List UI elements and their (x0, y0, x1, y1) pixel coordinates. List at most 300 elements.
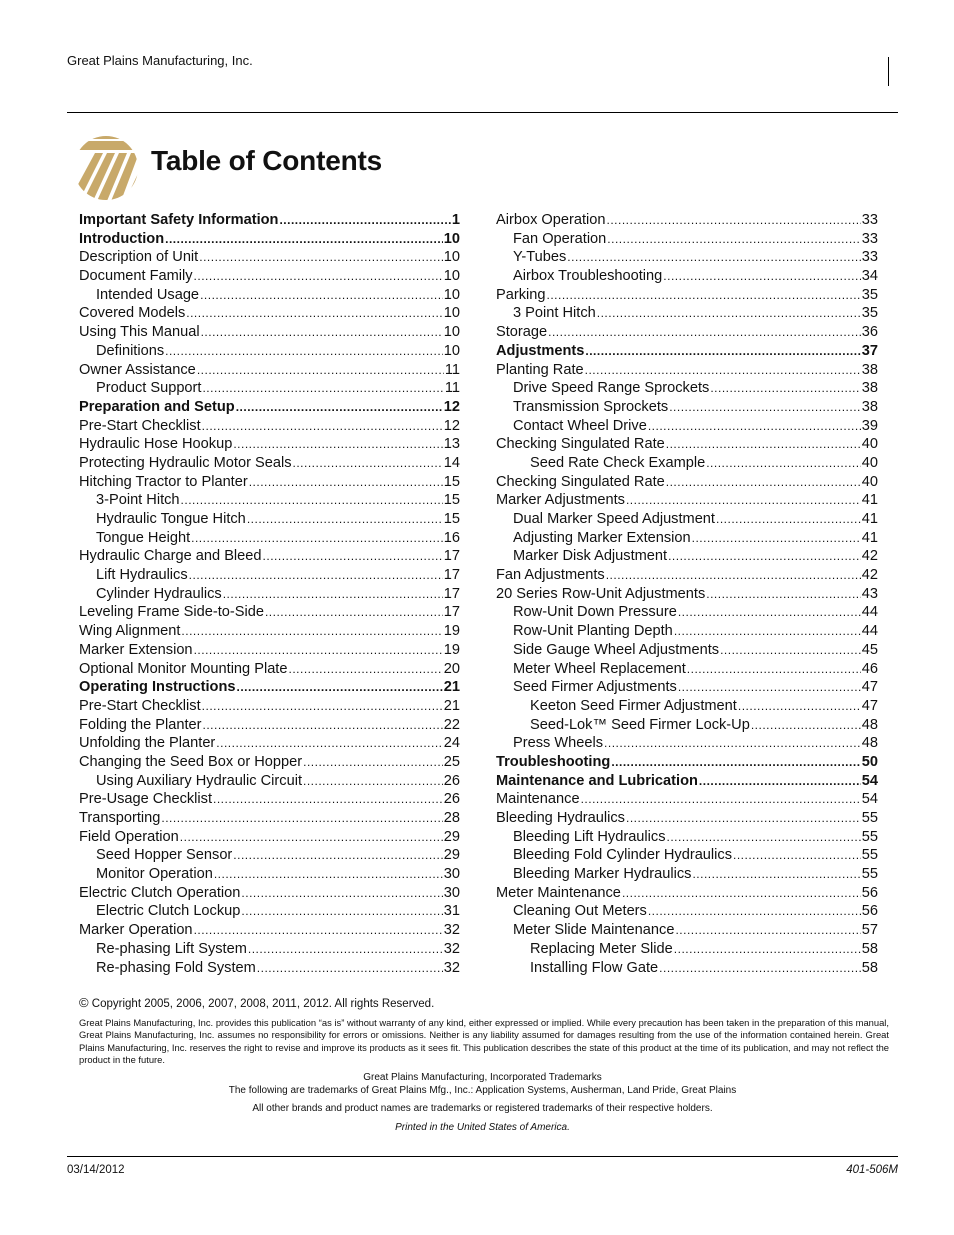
toc-dot-leader (237, 680, 443, 694)
toc-entry[interactable] (496, 324, 878, 343)
toc-dot-leader (165, 232, 443, 246)
toc-dot-leader (236, 400, 443, 414)
toc-entry[interactable] (79, 717, 460, 736)
toc-entry-page: 14 (443, 454, 460, 471)
toc-dot-leader (241, 886, 442, 900)
toc-entry[interactable] (496, 268, 878, 287)
toc-entry-title: Preparation and Setup (79, 398, 235, 415)
toc-dot-leader (606, 568, 861, 582)
toc-entry[interactable] (496, 866, 878, 885)
toc-entry-page: 28 (443, 810, 460, 826)
toc-entry-page: 40 (861, 436, 878, 453)
toc-entry-title: Marker Adjustments (496, 492, 625, 509)
toc-entry-page: 58 (861, 940, 878, 957)
toc-dot-leader (265, 605, 443, 619)
toc-entry[interactable] (496, 604, 878, 623)
toc-dot-leader (666, 475, 861, 489)
toc-entry-page: 10 (443, 268, 460, 285)
toc-entry[interactable] (79, 754, 460, 773)
toc-dot-leader (692, 531, 861, 545)
toc-dot-leader (223, 587, 443, 601)
toc-entry[interactable] (79, 829, 460, 848)
toc-entry-title: Field Operation (79, 828, 179, 845)
toc-entry-page: 10 (443, 342, 460, 359)
toc-entry[interactable] (79, 735, 460, 754)
toc-entry-page: 11 (444, 380, 460, 397)
other-trademarks: All other brands and product names are trademarks or registered trademarks of their respective holders. (252, 1103, 713, 1114)
footer-rule (67, 1156, 898, 1157)
toc-entry-title: Checking Singulated Rate (496, 436, 665, 453)
toc-entry-title: Wing Alignment (79, 623, 181, 640)
toc-entry-page: 54 (861, 791, 878, 808)
toc-entry[interactable] (79, 885, 460, 904)
toc-entry[interactable] (496, 586, 878, 605)
toc-entry-title: Covered Models (79, 305, 186, 322)
toc-entry-page: 38 (861, 361, 878, 378)
toc-entry-page: 43 (861, 585, 878, 602)
copyright-line (79, 995, 434, 1010)
toc-dot-leader (678, 605, 861, 619)
toc-dot-leader (248, 942, 443, 956)
toc-entry-title: Drive Speed Range Sprockets (513, 380, 710, 397)
toc-entry-title: Seed-Lok™ Seed Firmer Lock-Up (530, 716, 750, 733)
toc-entry-page: 45 (861, 641, 878, 658)
toc-entry[interactable] (496, 305, 878, 324)
toc-entry-page: 20 (443, 660, 460, 677)
toc-entry-page: 17 (443, 548, 460, 565)
toc-entry-title: Fan Operation (513, 230, 607, 247)
toc-entry-page: 40 (861, 454, 878, 471)
toc-dot-leader (241, 904, 442, 918)
toc-dot-leader (161, 811, 442, 825)
toc-entry[interactable] (79, 866, 460, 885)
toc-dot-leader (180, 830, 443, 844)
toc-entry-title: Press Wheels (513, 735, 604, 752)
toc-entry-page: 46 (861, 660, 878, 677)
toc-entry-title: Hydraulic Hose Hookup (79, 436, 233, 453)
toc-entry[interactable] (79, 249, 460, 268)
toc-entry[interactable] (79, 661, 460, 680)
toc-entry[interactable] (79, 604, 460, 623)
toc-entry[interactable] (496, 754, 878, 773)
toc-entry-title: Maintenance (496, 791, 580, 808)
toc-dot-leader (165, 344, 443, 358)
toc-entry-page: 22 (443, 716, 460, 733)
toc-dot-leader (607, 232, 860, 246)
toc-entry[interactable] (496, 212, 878, 231)
toc-dot-leader (675, 923, 860, 937)
toc-entry[interactable] (496, 362, 878, 381)
toc-dot-leader (279, 213, 450, 227)
toc-dot-leader (200, 288, 443, 302)
toc-entry-title: Intended Usage (96, 286, 200, 303)
footer-date: 03/14/2012 (67, 1164, 125, 1176)
toc-entry[interactable] (496, 885, 878, 904)
toc-dot-leader (751, 718, 861, 732)
toc-entry-page: 33 (861, 249, 878, 266)
toc-entry-title: Document Family (79, 268, 193, 285)
toc-dot-leader (233, 437, 442, 451)
toc-entry-title: Transmission Sprockets (513, 398, 669, 415)
toc-entry-page: 35 (861, 305, 878, 322)
toc-entry[interactable] (496, 530, 878, 549)
toc-entry-page: 55 (861, 828, 878, 845)
toc-dot-leader (663, 269, 860, 283)
toc-dot-leader (738, 699, 861, 713)
toc-dot-leader (626, 493, 861, 507)
toc-right-column (496, 212, 878, 978)
toc-entry-title: Bleeding Hydraulics (496, 810, 625, 826)
toc-entry-page: 21 (443, 679, 460, 696)
toc-entry-page: 48 (861, 716, 878, 733)
copyright-text: Copyright 2005, 2006, 2007, 2008, 2011, 2012. All rights Reserved. (91, 998, 435, 1010)
toc-dot-leader (194, 269, 443, 283)
toc-dot-leader (622, 886, 861, 900)
toc-dot-leader (611, 755, 860, 769)
toc-dot-leader (191, 531, 443, 545)
toc-entry-title: Owner Assistance (79, 361, 196, 378)
toc-entry[interactable] (79, 548, 460, 567)
trademarks-list: The following are trademarks of Great Plains Mfg., Inc.: Application Systems, Ausherman, Land Pride, Great Plains (228, 1085, 737, 1096)
toc-entry-title: Monitor Operation (96, 866, 213, 883)
toc-entry-title: Planting Rate (496, 361, 584, 378)
toc-dot-leader (247, 512, 443, 526)
toc-entry-title: Pre-Start Checklist (79, 697, 201, 714)
toc-entry-page: 47 (861, 679, 878, 696)
toc-entry[interactable] (496, 418, 878, 437)
toc-entry[interactable] (79, 773, 460, 792)
toc-entry-title: 3 Point Hitch (513, 305, 596, 322)
toc-entry-title: Using Auxiliary Hydraulic Circuit (96, 772, 302, 789)
toc-entry[interactable] (496, 548, 878, 567)
toc-dot-leader (666, 437, 861, 451)
toc-entry-title: Meter Slide Maintenance (513, 922, 675, 939)
header-rule (67, 112, 898, 113)
toc-entry-page: 54 (861, 772, 878, 789)
toc-entry-page: 17 (443, 567, 460, 584)
toc-entry[interactable] (496, 399, 878, 418)
toc-entry[interactable] (79, 436, 460, 455)
toc-entry[interactable] (496, 717, 878, 736)
toc-dot-leader (581, 792, 861, 806)
toc-entry-title: Y-Tubes (513, 249, 567, 266)
toc-entry-title: Meter Maintenance (496, 884, 621, 901)
toc-entry[interactable] (496, 567, 878, 586)
printed-in: Printed in the United States of America. (395, 1122, 570, 1133)
toc-dot-leader (263, 549, 443, 563)
toc-entry-page: 16 (443, 529, 460, 546)
toc-entry[interactable] (79, 305, 460, 324)
toc-dot-leader (668, 549, 861, 563)
toc-entry[interactable] (496, 231, 878, 250)
toc-entry[interactable] (496, 380, 878, 399)
toc-entry-title: Pre-Start Checklist (79, 417, 201, 434)
toc-entry[interactable] (79, 399, 460, 418)
toc-entry[interactable] (79, 268, 460, 287)
toc-entry[interactable] (496, 903, 878, 922)
toc-entry[interactable] (496, 661, 878, 680)
toc-entry[interactable] (496, 941, 878, 960)
toc-dot-leader (546, 288, 860, 302)
toc-entry-title: Changing the Seed Box or Hopper (79, 753, 303, 770)
toc-entry-page: 15 (443, 492, 460, 509)
toc-entry-title: Airbox Operation (496, 212, 606, 228)
toc-entry-page: 33 (861, 230, 878, 247)
toc-dot-leader (214, 867, 443, 881)
toc-entry-title: Maintenance and Lubrication (496, 772, 698, 789)
toc-entry[interactable] (496, 810, 878, 829)
toc-entry-title: Bleeding Lift Hydraulics (513, 828, 666, 845)
toc-dot-leader (667, 830, 861, 844)
toc-entry-page: 26 (443, 791, 460, 808)
toc-dot-leader (648, 419, 861, 433)
toc-entry-title: Troubleshooting (496, 753, 611, 770)
toc-entry[interactable] (79, 810, 460, 829)
toc-entry-title: Folding the Planter (79, 716, 202, 733)
toc-entry-title: Bleeding Marker Hydraulics (513, 866, 692, 883)
toc-entry-title: Fan Adjustments (496, 567, 605, 584)
toc-entry[interactable] (496, 847, 878, 866)
toc-entry-page: 29 (443, 828, 460, 845)
toc-entry-title: Marker Disk Adjustment (513, 548, 668, 565)
toc-entry[interactable] (496, 922, 878, 941)
toc-entry-page: 10 (443, 305, 460, 322)
toc-dot-leader (733, 848, 861, 862)
toc-dot-leader (648, 904, 861, 918)
toc-entry-title: Using This Manual (79, 324, 200, 341)
toc-left-column (79, 212, 460, 978)
toc-entry-title: Cleaning Out Meters (513, 903, 647, 920)
toc-dot-leader (604, 736, 861, 750)
toc-entry-page: 38 (861, 380, 878, 397)
toc-dot-leader (692, 867, 860, 881)
toc-entry[interactable] (79, 324, 460, 343)
document-number: 401-506M (846, 1164, 898, 1176)
toc-entry[interactable] (79, 679, 460, 698)
toc-dot-leader (303, 755, 443, 769)
toc-dot-leader (202, 381, 443, 395)
toc-entry-title: Seed Firmer Adjustments (513, 679, 677, 696)
toc-entry-page: 35 (861, 286, 878, 303)
toc-dot-leader (199, 250, 443, 264)
toc-entry-page: 19 (443, 641, 460, 658)
toc-entry-page: 42 (861, 567, 878, 584)
toc-entry[interactable] (79, 791, 460, 810)
toc-entry-title: Seed Rate Check Example (530, 454, 706, 471)
toc-entry[interactable] (79, 212, 460, 231)
toc-entry-page: 44 (861, 604, 878, 621)
toc-entry[interactable] (79, 623, 460, 642)
toc-entry[interactable] (79, 960, 460, 979)
toc-entry-title: Installing Flow Gate (530, 959, 659, 976)
toc-entry[interactable] (79, 698, 460, 717)
toc-entry[interactable] (79, 418, 460, 437)
header-vertical-bar (888, 57, 889, 86)
toc-entry[interactable] (79, 903, 460, 922)
toc-dot-leader (706, 456, 861, 470)
toc-entry-title: Unfolding the Planter (79, 735, 216, 752)
toc-entry[interactable] (79, 567, 460, 586)
toc-entry-page: 25 (443, 753, 460, 770)
trademarks-heading: Great Plains Manufacturing, Incorporated Trademarks (363, 1072, 602, 1083)
toc-dot-leader (202, 699, 443, 713)
toc-entry-page: 1 (451, 212, 460, 228)
toc-dot-leader (249, 475, 443, 489)
toc-entry[interactable] (79, 847, 460, 866)
toc-entry[interactable] (79, 492, 460, 511)
toc-entry-title: Marker Extension (79, 641, 193, 658)
toc-entry-title: Seed Hopper Sensor (96, 847, 233, 864)
toc-dot-leader (699, 774, 861, 788)
toc-dot-leader (716, 512, 861, 526)
toc-entry[interactable] (79, 511, 460, 530)
toc-entry-page: 57 (861, 922, 878, 939)
toc-entry[interactable] (496, 511, 878, 530)
toc-entry[interactable] (496, 492, 878, 511)
toc-entry[interactable] (79, 474, 460, 493)
toc-entry-title: Leveling Frame Side-to-Side (79, 604, 264, 621)
toc-entry-page: 32 (443, 940, 460, 957)
toc-dot-leader (720, 643, 861, 657)
toc-entry-title: Introduction (79, 230, 165, 247)
toc-entry-page: 15 (443, 511, 460, 527)
toc-entry[interactable] (496, 735, 878, 754)
toc-entry-page: 41 (861, 511, 878, 527)
toc-entry-page: 19 (443, 623, 460, 640)
toc-entry-title: Description of Unit (79, 249, 199, 266)
toc-entry[interactable] (496, 679, 878, 698)
toc-entry-title: Storage (496, 324, 548, 341)
toc-entry[interactable] (79, 642, 460, 661)
toc-entry[interactable] (79, 287, 460, 306)
toc-entry[interactable] (79, 343, 460, 362)
toc-entry-title: Re-phasing Fold System (96, 959, 256, 976)
toc-entry-page: 29 (443, 847, 460, 864)
toc-dot-leader (189, 568, 443, 582)
toc-dot-leader (216, 736, 442, 750)
toc-entry[interactable] (79, 231, 460, 250)
toc-dot-leader (303, 774, 443, 788)
toc-entry[interactable] (496, 436, 878, 455)
toc-entry-page: 32 (443, 959, 460, 976)
toc-entry-page: 31 (443, 903, 460, 920)
toc-entry-title: Lift Hydraulics (96, 567, 188, 584)
toc-entry-title: Marker Operation (79, 922, 193, 939)
toc-entry-page: 55 (861, 847, 878, 864)
toc-entry-page: 10 (443, 324, 460, 341)
page-title: Table of Contents (151, 145, 382, 176)
toc-entry[interactable] (496, 642, 878, 661)
toc-entry[interactable] (496, 249, 878, 268)
toc-dot-leader (669, 400, 861, 414)
toc-entry-page: 40 (861, 473, 878, 490)
toc-entry[interactable] (496, 455, 878, 474)
toc-entry-page: 11 (444, 361, 460, 378)
toc-entry-title: Hitching Tractor to Planter (79, 473, 248, 490)
toc-entry-page: 37 (861, 342, 878, 359)
toc-entry[interactable] (496, 287, 878, 306)
toc-entry-title: Contact Wheel Drive (513, 417, 647, 434)
toc-entry-title: Important Safety Information (79, 212, 279, 228)
toc-entry-title: Bleeding Fold Cylinder Hydraulics (513, 847, 733, 864)
toc-entry[interactable] (496, 829, 878, 848)
toc-entry[interactable] (496, 698, 878, 717)
toc-entry-title: Pre-Usage Checklist (79, 791, 213, 808)
toc-entry[interactable] (496, 960, 878, 979)
toc-entry-title: Parking (496, 286, 546, 303)
toc-entry-page: 55 (861, 810, 878, 826)
toc-entry-page: 47 (861, 697, 878, 714)
toc-entry-page: 41 (861, 492, 878, 509)
toc-dot-leader (181, 624, 442, 638)
toc-dot-leader (202, 419, 443, 433)
toc-entry-title: Dual Marker Speed Adjustment (513, 511, 715, 527)
toc-entry-title: Hydraulic Charge and Bleed (79, 548, 262, 565)
toc-dot-leader (197, 363, 444, 377)
toc-dot-leader (194, 643, 443, 657)
company-name: Great Plains Manufacturing, Inc. (67, 53, 253, 68)
toc-dot-leader (548, 325, 861, 339)
toc-entry-page: 13 (443, 436, 460, 453)
toc-entry-page: 15 (443, 473, 460, 490)
toc-entry-title: Tongue Height (96, 529, 191, 546)
toc-entry-title: Re-phasing Lift System (96, 940, 247, 957)
toc-entry-title: Airbox Troubleshooting (513, 268, 663, 285)
toc-entry[interactable] (79, 455, 460, 474)
toc-entry-title: 3-Point Hitch (96, 492, 180, 509)
toc-entry[interactable] (79, 941, 460, 960)
toc-entry[interactable] (79, 380, 460, 399)
toc-entry-page: 26 (443, 772, 460, 789)
toc-dot-leader (203, 718, 443, 732)
disclaimer-text: Great Plains Manufacturing, Inc. provides this publication “as is” without warranty of any kind, either expressed or implied. While every precaution has been taken in the preparation of this manual, Great Plains Manufacturing, Inc. assumes no responsibility for errors or omissions. Neither is any liability assumed for damages resulting from the use of the information contained herein. Great Plains Manufacturing, Inc. reserves the right to revise and improve its products as it sees fit. This publication describes the state of this product at the time of its publication, and may not reflect the product in the future. (79, 1017, 889, 1066)
toc-entry-page: 12 (443, 398, 460, 415)
toc-entry-page: 30 (443, 884, 460, 901)
toc-entry-page: 21 (443, 697, 460, 714)
toc-entry-title: Operating Instructions (79, 679, 236, 696)
toc-dot-leader (626, 811, 861, 825)
toc-entry-title: 20 Series Row-Unit Adjustments (496, 585, 706, 602)
toc-dot-leader (710, 381, 860, 395)
copyright-symbol: © (79, 995, 89, 1010)
toc-entry-page: 55 (861, 866, 878, 883)
toc-dot-leader (674, 942, 861, 956)
toc-entry[interactable] (79, 922, 460, 941)
toc-entry[interactable] (496, 623, 878, 642)
toc-entry[interactable] (79, 530, 460, 549)
toc-dot-leader (687, 662, 861, 676)
toc-entry-page: 42 (861, 548, 878, 565)
toc-dot-leader (585, 363, 861, 377)
toc-entry-title: Optional Monitor Mounting Plate (79, 660, 288, 677)
toc-dot-leader (201, 325, 443, 339)
toc-entry-title: Side Gauge Wheel Adjustments (513, 641, 720, 658)
toc-dot-leader (181, 493, 443, 507)
toc-entry[interactable] (79, 586, 460, 605)
toc-entry-page: 17 (443, 585, 460, 602)
toc-entry-page: 36 (861, 324, 878, 341)
toc-entry-page: 58 (861, 959, 878, 976)
toc-dot-leader (674, 624, 861, 638)
toc-dot-leader (585, 344, 860, 358)
toc-entry[interactable] (496, 791, 878, 810)
toc-entry-title: Protecting Hydraulic Motor Seals (79, 454, 292, 471)
toc-entry[interactable] (496, 773, 878, 792)
toc-entry-page: 12 (443, 417, 460, 434)
toc-entry[interactable] (496, 343, 878, 362)
toc-entry[interactable] (79, 362, 460, 381)
toc-entry[interactable] (496, 474, 878, 493)
